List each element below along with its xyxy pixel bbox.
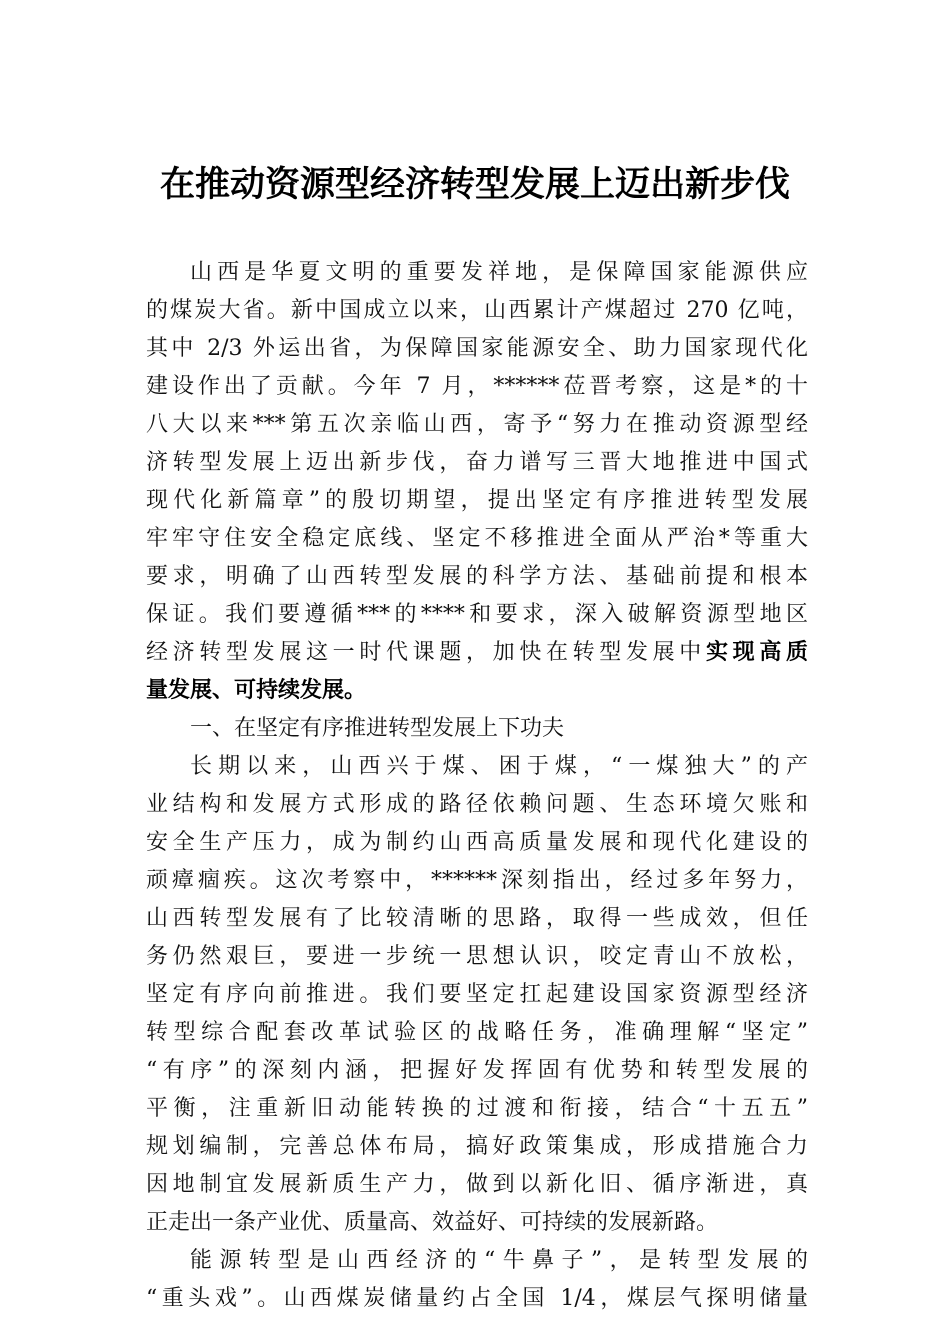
paragraph-line: 平衡，注重新旧动能转换的过渡和衔接，结合“十五五” (146, 1096, 808, 1121)
section-heading: 一、在坚定有序推进转型发展上下功夫 (190, 716, 565, 741)
paragraph-line: 保证。我们要遵循***的****和要求，深入破解资源型地区 (146, 602, 808, 627)
paragraph-line: 济转型发展上迈出新步伐，奋力谱写三晋大地推进中国式 (146, 450, 808, 475)
paragraph-line: 现代化新篇章”的殷切期望，提出坚定有序推进转型发展 (146, 488, 808, 513)
paragraph-line: 长期以来，山西兴于煤、困于煤，“一煤独大”的产 (190, 754, 808, 779)
paragraph-line: 山西是华夏文明的重要发祥地，是保障国家能源供应 (190, 260, 808, 285)
paragraph-line: 规划编制，完善总体布局，搞好政策集成，形成措施合力 (146, 1134, 808, 1159)
paragraph-line: 坚定有序向前推进。我们要坚定扛起建设国家资源型经济 (146, 982, 808, 1007)
paragraph-line: 顽瘴痼疾。这次考察中，******深刻指出，经过多年努力， (146, 868, 808, 893)
paragraph-line: 转型综合配套改革试验区的战略任务，准确理解“坚定” (146, 1020, 808, 1045)
paragraph-line: 其中 2/3 外运出省，为保障国家能源安全、助力国家现代化 (146, 336, 808, 361)
paragraph-line: 要求，明确了山西转型发展的科学方法、基础前提和根本 (146, 564, 808, 589)
bold-text: 实现高质 (705, 640, 808, 665)
paragraph-text: 经济转型发展这一时代课题，加快在转型发展中 (146, 640, 706, 665)
document-body (146, 254, 808, 1318)
paragraph-line: 能源转型是山西经济的“牛鼻子”，是转型发展的 (190, 1248, 808, 1273)
bold-text: 量发展、可持续发展。 (146, 678, 367, 703)
paragraph-line: 正走出一条产业优、质量高、效益好、可持续的发展新路。 (146, 1210, 719, 1235)
paragraph-line: 八大以来***第五次亲临山西，寄予“努力在推动资源型经 (146, 412, 808, 437)
paragraph-line: 牢牢守住安全稳定底线、坚定不移推进全面从严治*等重大 (146, 526, 808, 551)
paragraph-line: 务仍然艰巨，要进一步统一思想认识，咬定青山不放松， (146, 944, 808, 969)
paragraph-line-mixed (146, 634, 808, 672)
paragraph-line: 建设作出了贡献。今年 7 月，******莅晋考察，这是*的十 (146, 374, 808, 399)
paragraph-line: “有序”的深刻内涵，把握好发挥固有优势和转型发展的 (146, 1058, 808, 1083)
document-title: 在推动资源型经济转型发展上迈出新步伐 (159, 164, 790, 205)
paragraph-line: 安全生产压力，成为制约山西高质量发展和现代化建设的 (146, 830, 808, 855)
paragraph-line: “重头戏”。山西煤炭储量约占全国 1/4，煤层气探明储量 (146, 1286, 808, 1311)
paragraph-line: 的煤炭大省。新中国成立以来，山西累计产煤超过 270 亿吨， (146, 298, 808, 323)
paragraph-line: 因地制宜发展新质生产力，做到以新化旧、循序渐进，真 (146, 1172, 808, 1197)
paragraph-line: 业结构和发展方式形成的路径依赖问题、生态环境欠账和 (146, 792, 808, 817)
paragraph-line: 山西转型发展有了比较清晰的思路，取得一些成效，但任 (146, 906, 808, 931)
paragraph-line (146, 672, 808, 710)
